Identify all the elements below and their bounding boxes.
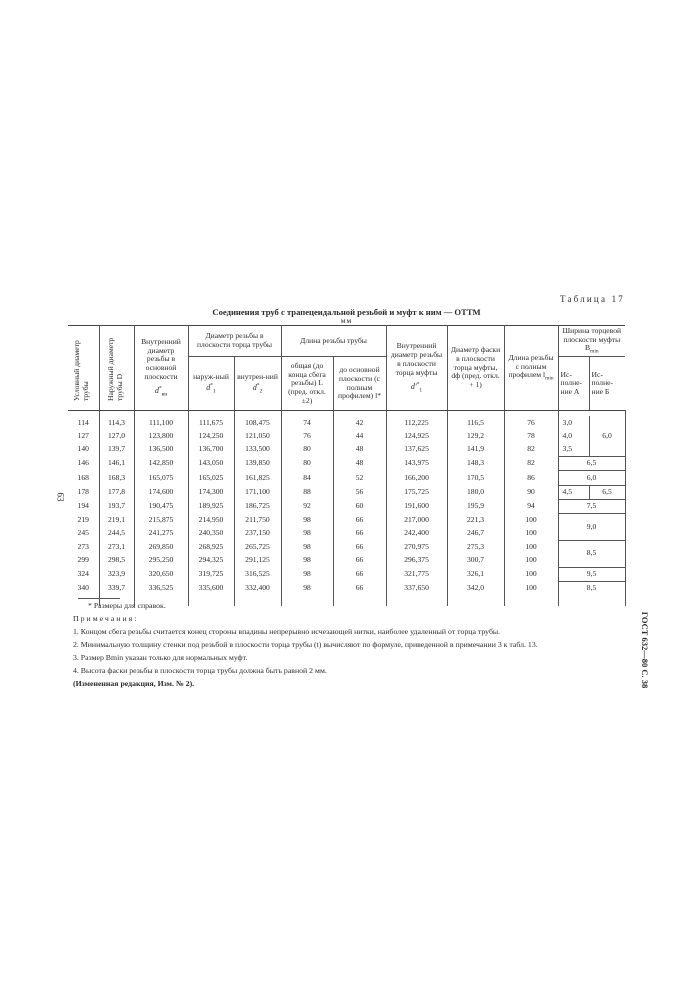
cell-inner-diameter-base: 336,525 xyxy=(134,581,188,595)
cell-total-length: 98 xyxy=(281,581,333,595)
cell-total-length: 98 xyxy=(281,514,333,527)
cell-chamfer-diameter: 141,9 xyxy=(447,443,504,457)
table-row xyxy=(68,567,625,581)
cell-total-length: 88 xyxy=(281,485,333,499)
table-row xyxy=(68,485,625,499)
cell-base-plane-length: 66 xyxy=(333,540,386,553)
cell-outer-thread-diameter: 240,350 xyxy=(188,527,234,540)
cell-outer-thread-diameter: 174,300 xyxy=(188,485,234,499)
table-title: Соединения труб с трапецеидальной резьбой и муфт к ним — ОТТМ xyxy=(212,307,481,317)
cell-full-profile-length: 100 xyxy=(504,567,558,581)
cell-total-length: 74 xyxy=(281,416,333,429)
cell-base-plane-length: 60 xyxy=(333,500,386,514)
cell-outer-thread-diameter: 268,925 xyxy=(188,540,234,553)
cell-width-merged: 6,5 xyxy=(558,457,625,471)
cell-chamfer-diameter: 246,7 xyxy=(447,527,504,540)
cell-outer-thread-diameter: 319,725 xyxy=(188,567,234,581)
header-to-base-plane: до основной плоскости (с полным профилем) l* xyxy=(333,357,386,411)
cell-chamfer-diameter: 170,5 xyxy=(447,471,504,485)
cell-inner-diameter-base: 320,650 xyxy=(134,567,188,581)
cell-full-profile-length: 94 xyxy=(504,500,558,514)
cell-outer-diameter: 146,1 xyxy=(99,457,134,471)
cell-base-plane-length: 44 xyxy=(333,430,386,443)
cell-inner-thread-diameter: 133,500 xyxy=(234,443,281,457)
notes-title: Примечания: xyxy=(73,614,139,623)
cell-total-length: 92 xyxy=(281,500,333,514)
cell-coupling-inner-diameter: 143,975 xyxy=(386,457,447,471)
cell-coupling-inner-diameter: 242,400 xyxy=(386,527,447,540)
cell-nominal-diameter: 219 xyxy=(68,514,99,527)
cell-inner-thread-diameter: 171,100 xyxy=(234,485,281,499)
cell-coupling-inner-diameter: 112,225 xyxy=(386,416,447,429)
table-body xyxy=(68,411,625,606)
cell-outer-diameter: 219,1 xyxy=(99,514,134,527)
cell-width-a: 4,5 xyxy=(558,485,589,499)
cell-outer-diameter: 177,8 xyxy=(99,485,134,499)
cell-inner-diameter-base: 136,500 xyxy=(134,443,188,457)
empty-cell xyxy=(504,595,558,606)
cell-nominal-diameter: 127 xyxy=(68,430,99,443)
cell-total-length: 98 xyxy=(281,527,333,540)
amendment-note: (Измененная редакция, Изм. № 2). xyxy=(73,679,195,688)
cell-base-plane-length: 66 xyxy=(333,527,386,540)
cell-base-plane-length: 66 xyxy=(333,567,386,581)
cell-inner-thread-diameter: 211,750 xyxy=(234,514,281,527)
cell-total-length: 84 xyxy=(281,471,333,485)
empty-cell xyxy=(333,595,386,606)
cell-inner-diameter-base: 123,800 xyxy=(134,430,188,443)
cell-coupling-inner-diameter: 166,200 xyxy=(386,471,447,485)
cell-coupling-inner-diameter: 137,625 xyxy=(386,443,447,457)
note-2: 2. Минимальную толщину стенки под резьбой в плоскости торца трубы (t) вычисляют по формуле, приведенной в примечании 3 к табл. 13. xyxy=(73,640,538,649)
cell-coupling-inner-diameter: 270,975 xyxy=(386,540,447,553)
cell-width-a: 4,0 xyxy=(558,430,589,443)
cell-nominal-diameter: 168 xyxy=(68,471,99,485)
table-row xyxy=(68,430,625,443)
cell-full-profile-length: 100 xyxy=(504,554,558,567)
table-row xyxy=(68,540,625,553)
empty-cell xyxy=(234,595,281,606)
cell-coupling-inner-diameter: 337,650 xyxy=(386,581,447,595)
cell-full-profile-length: 78 xyxy=(504,430,558,443)
cell-inner-thread-diameter: 108,475 xyxy=(234,416,281,429)
header-version-b: Ис-полне-ние Б xyxy=(589,357,625,411)
cell-inner-thread-diameter: 121,050 xyxy=(234,430,281,443)
cell-base-plane-length: 66 xyxy=(333,554,386,567)
cell-chamfer-diameter: 342,0 xyxy=(447,581,504,595)
cell-base-plane-length: 48 xyxy=(333,457,386,471)
cell-base-plane-length: 48 xyxy=(333,443,386,457)
cell-coupling-inner-diameter: 175,725 xyxy=(386,485,447,499)
cell-inner-thread-diameter: 265,725 xyxy=(234,540,281,553)
cell-outer-diameter: 139,7 xyxy=(99,443,134,457)
note-4: 4. Высота фаски резьбы в плоскости торца трубы должна быть равной 2 мм. xyxy=(73,666,327,675)
cell-outer-diameter: 127,0 xyxy=(99,430,134,443)
cell-outer-thread-diameter: 335,600 xyxy=(188,581,234,595)
cell-nominal-diameter: 340 xyxy=(68,581,99,595)
footnote: * Размеры для справок. xyxy=(88,601,166,610)
header-inner-diameter-base: Внутренний диаметр резьбы в основной плоскости $d^*_{вн}$ xyxy=(134,326,188,411)
cell-chamfer-diameter: 148,3 xyxy=(447,457,504,471)
cell-coupling-inner-diameter: 124,925 xyxy=(386,430,447,443)
header-outer-diameter: Наружный диаметр трубы D xyxy=(99,326,134,411)
cell-total-length: 76 xyxy=(281,430,333,443)
cell-inner-diameter-base: 269,850 xyxy=(134,540,188,553)
cell-coupling-inner-diameter: 191,600 xyxy=(386,500,447,514)
cell-inner-diameter-base: 241,275 xyxy=(134,527,188,540)
cell-chamfer-diameter: 116,5 xyxy=(447,416,504,429)
header-outer: наруж-ный $d^*_1$ xyxy=(188,357,234,411)
cell-outer-thread-diameter: 111,675 xyxy=(188,416,234,429)
empty-cell xyxy=(188,595,234,606)
cell-inner-diameter-base: 295,250 xyxy=(134,554,188,567)
cell-coupling-inner-diameter: 296,375 xyxy=(386,554,447,567)
data-table xyxy=(68,325,626,606)
cell-base-plane-length: 42 xyxy=(333,416,386,429)
cell-full-profile-length: 76 xyxy=(504,416,558,429)
table-number: Таблица 17 xyxy=(560,294,625,304)
cell-inner-diameter-base: 190,475 xyxy=(134,500,188,514)
cell-width-merged: 7,5 xyxy=(558,500,625,514)
cell-width-b: 6,0 xyxy=(589,416,625,456)
cell-inner-thread-diameter: 291,125 xyxy=(234,554,281,567)
header-nominal-diameter: Условный диаметр трубы xyxy=(68,326,99,411)
cell-base-plane-length: 66 xyxy=(333,514,386,527)
header-coupling-inner-diameter: Внутренний диаметр резьбы в плоскости торца муфты $d'^*_1$ xyxy=(386,326,447,411)
cell-chamfer-diameter: 180,0 xyxy=(447,485,504,499)
cell-inner-thread-diameter: 139,850 xyxy=(234,457,281,471)
running-header: ГОСТ 632—80 С. 38 xyxy=(640,611,650,689)
cell-full-profile-length: 100 xyxy=(504,527,558,540)
table-row xyxy=(68,471,625,485)
cell-outer-diameter: 193,7 xyxy=(99,500,134,514)
cell-chamfer-diameter: 195,9 xyxy=(447,500,504,514)
cell-nominal-diameter: 146 xyxy=(68,457,99,471)
table-unit: мм xyxy=(340,316,353,325)
table-row xyxy=(68,457,625,471)
cell-outer-thread-diameter: 136,700 xyxy=(188,443,234,457)
cell-total-length: 80 xyxy=(281,443,333,457)
header-chamfer-diameter: Диаметр фаски в плоскости торца муфты, dф (пред. откл. + 1) xyxy=(447,326,504,411)
header-thread-length-group: Длина резьбы трубы xyxy=(281,326,386,357)
table-row xyxy=(68,581,625,595)
cell-base-plane-length: 56 xyxy=(333,485,386,499)
empty-cell xyxy=(281,595,333,606)
cell-nominal-diameter: 245 xyxy=(68,527,99,540)
header-version-a: Ис-полне-ние А xyxy=(558,357,589,411)
cell-width-a: 3,5 xyxy=(558,443,589,457)
cell-width-b: 6,5 xyxy=(589,485,625,499)
cell-inner-diameter-base: 111,100 xyxy=(134,416,188,429)
table-row xyxy=(68,527,625,540)
cell-full-profile-length: 90 xyxy=(504,485,558,499)
cell-outer-diameter: 323,9 xyxy=(99,567,134,581)
cell-outer-thread-diameter: 189,925 xyxy=(188,500,234,514)
header-thread-diameter-group: Диаметр резьбы в плоскости торца трубы xyxy=(188,326,281,357)
cell-outer-diameter: 273,1 xyxy=(99,540,134,553)
cell-nominal-diameter: 178 xyxy=(68,485,99,499)
cell-chamfer-diameter: 129,2 xyxy=(447,430,504,443)
cell-coupling-inner-diameter: 217,000 xyxy=(386,514,447,527)
cell-outer-thread-diameter: 165,025 xyxy=(188,471,234,485)
cell-full-profile-length: 100 xyxy=(504,540,558,553)
cell-nominal-diameter: 324 xyxy=(68,567,99,581)
cell-total-length: 80 xyxy=(281,457,333,471)
cell-outer-diameter: 244,5 xyxy=(99,527,134,540)
empty-cell xyxy=(386,595,447,606)
cell-nominal-diameter: 273 xyxy=(68,540,99,553)
header-width-group: Ширина торцевой плоскости муфты $B_{min}$ xyxy=(558,326,625,357)
cell-chamfer-diameter: 326,1 xyxy=(447,567,504,581)
cell-inner-thread-diameter: 332,400 xyxy=(234,581,281,595)
cell-width-a: 3,0 xyxy=(558,416,589,429)
cell-total-length: 98 xyxy=(281,554,333,567)
cell-width-merged: 8,5 xyxy=(558,540,625,567)
cell-full-profile-length: 82 xyxy=(504,443,558,457)
cell-inner-diameter-base: 165,075 xyxy=(134,471,188,485)
note-3: 3. Размер Bmin указан только для нормальных муфт. xyxy=(73,653,248,662)
cell-inner-thread-diameter: 161,825 xyxy=(234,471,281,485)
empty-cell xyxy=(447,595,504,606)
cell-outer-thread-diameter: 124,250 xyxy=(188,430,234,443)
header-total-length: общая (до конца сбега резьбы) L (пред. откл. ±2) xyxy=(281,357,333,411)
cell-outer-diameter: 114,3 xyxy=(99,416,134,429)
cell-chamfer-diameter: 221,3 xyxy=(447,514,504,527)
header-inner: внутрен-ний $d^*_2$ xyxy=(234,357,281,411)
cell-outer-diameter: 168,3 xyxy=(99,471,134,485)
cell-outer-thread-diameter: 294,325 xyxy=(188,554,234,567)
cell-chamfer-diameter: 300,7 xyxy=(447,554,504,567)
cell-outer-thread-diameter: 143,050 xyxy=(188,457,234,471)
footnote-divider xyxy=(78,598,120,599)
cell-base-plane-length: 52 xyxy=(333,471,386,485)
page-number: 63 xyxy=(55,492,66,502)
cell-chamfer-diameter: 275,3 xyxy=(447,540,504,553)
cell-width-merged: 9,5 xyxy=(558,567,625,581)
table-row xyxy=(68,554,625,567)
note-1: 1. Концом сбега резьбы считается конец стороны впадины непрерывно исчезающей нитки, наиболее удаленный от торца трубы. xyxy=(73,627,501,636)
cell-nominal-diameter: 140 xyxy=(68,443,99,457)
cell-coupling-inner-diameter: 321,775 xyxy=(386,567,447,581)
cell-inner-thread-diameter: 237,150 xyxy=(234,527,281,540)
cell-nominal-diameter: 299 xyxy=(68,554,99,567)
cell-outer-diameter: 339,7 xyxy=(99,581,134,595)
cell-inner-diameter-base: 174,600 xyxy=(134,485,188,499)
table-row xyxy=(68,514,625,527)
table-row xyxy=(68,500,625,514)
cell-width-merged: 6,0 xyxy=(558,471,625,485)
cell-nominal-diameter: 114 xyxy=(68,416,99,429)
cell-total-length: 98 xyxy=(281,567,333,581)
cell-inner-thread-diameter: 186,725 xyxy=(234,500,281,514)
cell-width-merged: 8,5 xyxy=(558,581,625,595)
cell-outer-diameter: 298,5 xyxy=(99,554,134,567)
cell-full-profile-length: 100 xyxy=(504,514,558,527)
cell-width-merged: 9,0 xyxy=(558,514,625,541)
cell-full-profile-length: 86 xyxy=(504,471,558,485)
header-full-profile-length: Длина резьбы с полным профилем $l_{min}$ xyxy=(504,326,558,411)
table-row xyxy=(68,416,625,429)
cell-total-length: 98 xyxy=(281,540,333,553)
cell-nominal-diameter: 194 xyxy=(68,500,99,514)
cell-full-profile-length: 82 xyxy=(504,457,558,471)
cell-inner-thread-diameter: 316,525 xyxy=(234,567,281,581)
table-row xyxy=(68,443,625,457)
cell-base-plane-length: 66 xyxy=(333,581,386,595)
cell-inner-diameter-base: 215,875 xyxy=(134,514,188,527)
cell-full-profile-length: 100 xyxy=(504,581,558,595)
empty-cell xyxy=(558,595,625,606)
cell-outer-thread-diameter: 214,950 xyxy=(188,514,234,527)
cell-inner-diameter-base: 142,850 xyxy=(134,457,188,471)
